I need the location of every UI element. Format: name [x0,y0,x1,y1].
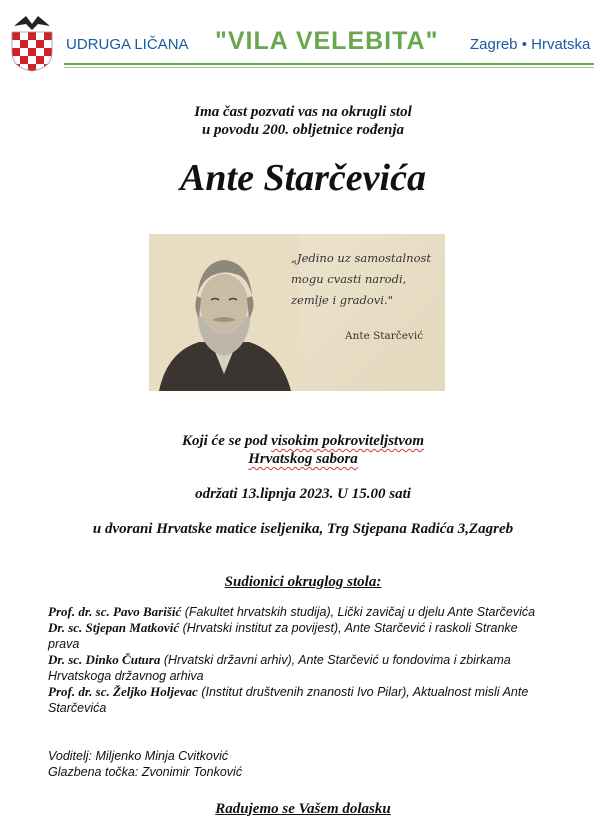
participants-list [48,604,548,716]
portrait-image [149,234,445,391]
org-name: UDRUGA LIČANA [66,36,189,53]
honoree-name: Ante Starčevića [180,157,426,199]
header-divider [64,63,594,65]
list-item [48,620,548,652]
patronage-underlined: visokim pokroviteljstvom [271,433,425,449]
patronage-line-2 [0,450,606,468]
org-title: "VILA VELEBITA" [215,27,439,55]
portrait-engraving [149,234,299,391]
quote-line: mogu cvasti narodi, [291,272,407,286]
list-item [48,684,548,716]
letterhead [0,0,606,78]
patronage-prefix: Koji će se pod [181,433,272,449]
moderator: Voditelj: Miljenko Minja Cvitković [48,749,229,763]
music-performer: Glazbena točka: Zvonimir Tonković [48,765,243,779]
event-venue: u dvorani Hrvatske matice iseljenika, Trg Stjepana Radića 3,Zagreb [92,521,514,537]
participant-name: Dr. sc. Stjepan Matković [48,620,180,635]
participant-name: Dr. sc. Dinko Čutura [48,652,161,667]
org-place: Zagreb • Hrvatska [470,36,591,53]
closing-line: Radujemo se Vašem dolasku [215,801,391,817]
participant-name: Prof. dr. sc. Pavo Barišić [48,604,182,619]
quote-line: zemlje i gradovi." [291,293,393,307]
quote-author: Ante Starčević [345,330,424,342]
participant-detail: (Fakultet hrvatskih studija), Lički zavičaj u djelu Ante Starčevića [181,605,536,619]
participant-detail: (Hrvatski državni arhiv), Ante Starčević u fondovima i zbirkama Hrvatskoga državnog arhiva [48,653,511,683]
participants-title: Sudionici okruglog stola: [224,574,382,590]
patronage-line-1 [0,432,606,450]
intro-line-2: u povodu 200. obljetnice rođenja [201,122,405,138]
list-item [48,652,548,684]
portrait-quote [291,248,441,311]
event-roles [48,748,242,780]
intro-line-1: Ima čast pozvati vas na okrugli stol [194,104,412,120]
header-divider-thin [64,67,594,68]
croatian-coat-of-arms-logo [8,12,56,72]
parliament-name: Hrvatskog sabora [248,451,358,467]
list-item [48,604,548,620]
participant-name: Prof. dr. sc. Željko Holjevac [48,684,198,699]
participant-detail: (Hrvatski institut za povijest), Ante Starčević i raskoli Stranke prava [48,621,518,651]
participant-detail: (Institut društvenih znanosti Ivo Pilar), Aktualnost misli Ante Starčevića [48,685,529,715]
event-date: održati 13.lipnja 2023. U 15.00 sati [195,486,411,502]
quote-line: „Jedino uz samostalnost [291,251,432,265]
